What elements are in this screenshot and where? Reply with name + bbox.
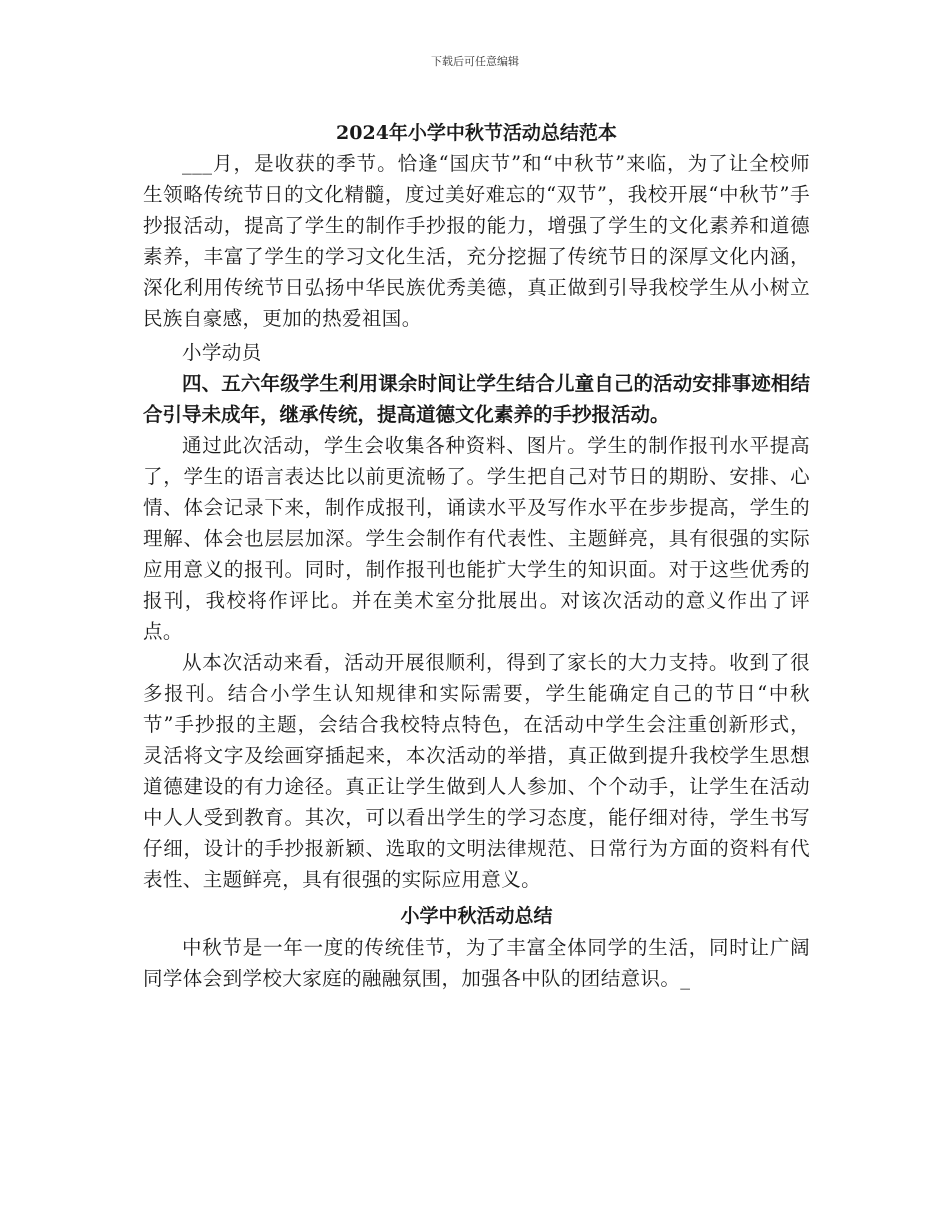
- mobilization-heading: 小学动员: [182, 341, 262, 364]
- review-paragraph: 从本次活动来看，活动开展很顺利，得到了家长的大力支持。收到了很多报刊。结合小学生认知规律和实际需要，学生能确定自己的节日“中秋节”手抄报的主题，会结合我校特点特色，在活动中学生会注重创新形式，灵活将文字及绘画穿插起来，本次活动的举措，真正做到提升我校学生思想道德建设的有力途径。真正让学生做到人人参加、个个动手，让学生在活动中人人受到教育。其次，可以看出学生的学习态度，能仔细对待，学生书写仔细，设计的手抄报新颖、选取的文明法律规范、日常行为方面的资料有代表性、主题鲜亮，具有很强的实际应用意义。: [143, 651, 810, 891]
- intro-paragraph: ___月，是收获的季节。恰逢“国庆节”和“中秋节”来临，为了让全校师生领略传统节日的文化精髓，度过美好难忘的“双节”，我校开展“中秋节”手抄报活动，提高了学生的制作手抄报的能力，增强了学生的文化素养和道德素养，丰富了学生的学习文化生活，充分挖掘了传统节日的深厚文化内涵，深化利用传统节日弘扬中华民族优秀美德，真正做到引导我校学生从小树立民族自豪感，更加的热爱祖国。: [143, 152, 810, 330]
- section-subtitle: 小学中秋活动总结: [400, 905, 553, 927]
- results-paragraph: 通过此次活动，学生会收集各种资料、图片。学生的制作报刊水平提高了，学生的语言表达比以前更流畅了。学生把自己对节日的期盼、安排、心情、体会记录下来，制作成报刊，诵读水平及写作水平在步步提高，学生的理解、体会也层层加深。学生会制作有代表性、主题鲜亮，具有很强的实际应用意义的报刊。同时，制作报刊也能扩大学生的知识面。对于这些优秀的报刊，我校将作评比。并在美术室分批展出。对该次活动的意义作出了评点。: [143, 434, 810, 643]
- document-body: [143, 118, 810, 994]
- activity-paragraph: 四、五六年级学生利用课余时间让学生结合儿童自己的活动安排事迹相结合引导未成年，继承传统，提高道德文化素养的手抄报活动。: [143, 372, 810, 426]
- header-note: 下载后可任意编辑: [431, 55, 519, 68]
- closing-paragraph: 中秋节是一年一度的传统佳节，为了丰富全体同学的生活，同时让广阔同学体会到学校大家庭的融融氛围，加强各中队的团结意识。_: [143, 936, 810, 990]
- document-title: 2024年小学中秋节活动总结范本: [336, 122, 617, 144]
